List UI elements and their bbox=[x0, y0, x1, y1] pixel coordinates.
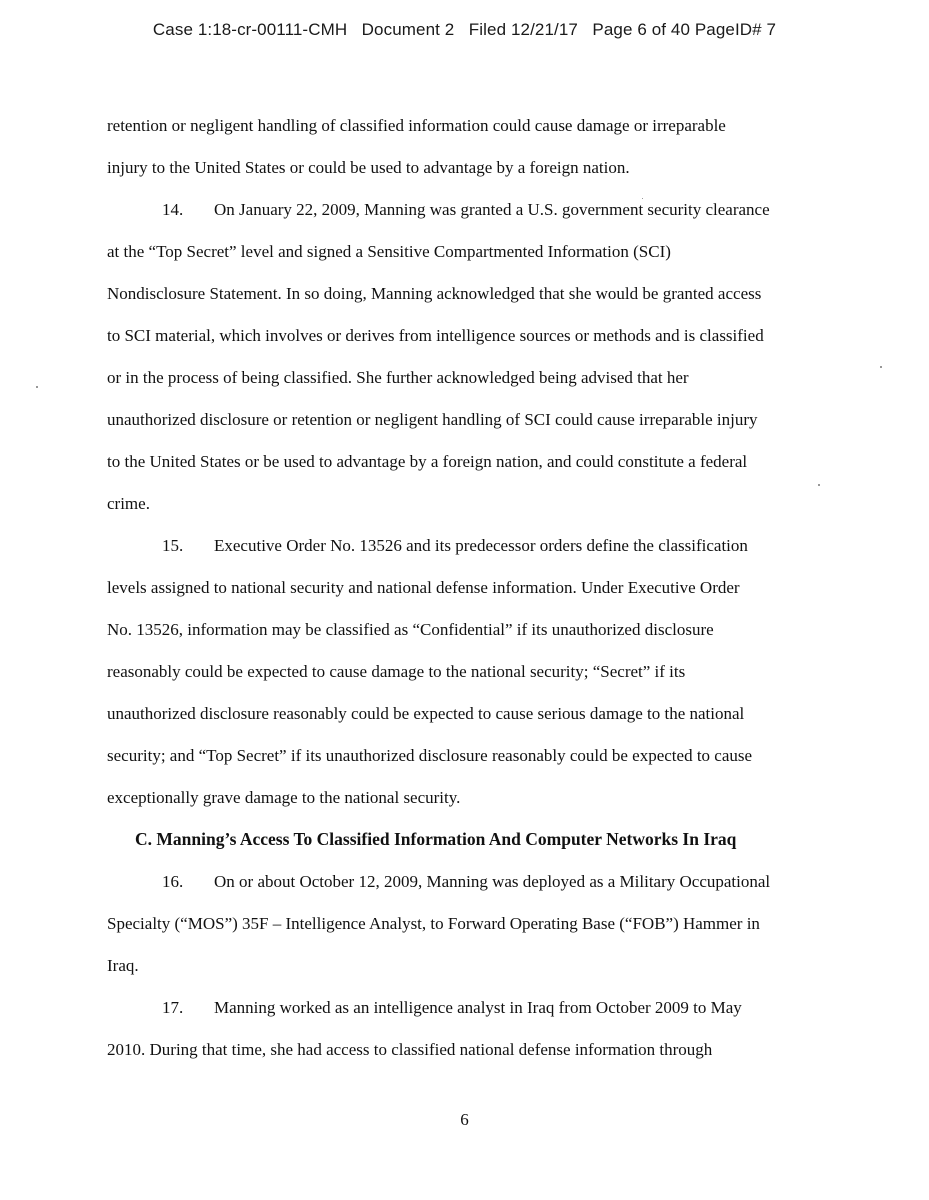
text-line: injury to the United States or could be used to advantage by a foreign nation. bbox=[107, 158, 630, 177]
paragraph-number: 17. bbox=[162, 998, 184, 1017]
text-line: Executive Order No. 13526 and its predecessor orders define the classification bbox=[214, 536, 748, 555]
text-line: to the United States or be used to advantage by a foreign nation, and could constitute a federal bbox=[107, 452, 748, 471]
text-line: On January 22, 2009, Manning was granted a U.S. government security clearance bbox=[214, 200, 770, 219]
case-header: Case 1:18-cr-00111-CMH Document 2 Filed 12/21/17 Page 6 of 40 PageID# 7 bbox=[152, 20, 777, 39]
paragraph-17-first-line bbox=[107, 998, 742, 1018]
scan-speck bbox=[36, 386, 38, 388]
text-line: or in the process of being classified. She further acknowledged being advised that her bbox=[107, 368, 689, 387]
text-line: security; and “Top Secret” if its unauthorized disclosure reasonably could be expected to cause bbox=[107, 746, 753, 765]
text-line: to SCI material, which involves or derives from intelligence sources or methods and is classified bbox=[107, 326, 764, 345]
text-line: at the “Top Secret” level and signed a Sensitive Compartmented Information (SCI) bbox=[107, 242, 671, 261]
text-line: Iraq. bbox=[107, 956, 139, 975]
paragraph-number: 16. bbox=[162, 872, 184, 891]
text-line: On or about October 12, 2009, Manning was deployed as a Military Occupational bbox=[214, 872, 771, 891]
text-line: Manning worked as an intelligence analyst in Iraq from October 2009 to May bbox=[214, 998, 742, 1017]
text-line: crime. bbox=[107, 494, 150, 513]
paragraph-number: 14. bbox=[162, 200, 184, 219]
page-number: 6 bbox=[460, 1110, 469, 1129]
text-line: unauthorized disclosure or retention or negligent handling of SCI could cause irreparable injury bbox=[107, 410, 758, 429]
text-line: levels assigned to national security and national defense information. Under Executive Order bbox=[107, 578, 740, 597]
section-heading: C. Manning’s Access To Classified Information And Computer Networks In Iraq bbox=[135, 829, 737, 849]
scan-speck bbox=[880, 366, 882, 368]
text-line: Specialty (“MOS”) 35F – Intelligence Analyst, to Forward Operating Base (“FOB”) Hammer in bbox=[107, 914, 760, 933]
paragraph-16-first-line bbox=[107, 872, 770, 892]
text-line: exceptionally grave damage to the national security. bbox=[107, 788, 461, 807]
scan-speck bbox=[642, 198, 643, 199]
text-line: unauthorized disclosure reasonably could be expected to cause serious damage to the national bbox=[107, 704, 745, 723]
paragraph-number: 15. bbox=[162, 536, 184, 555]
text-line: retention or negligent handling of classified information could cause damage or irreparable bbox=[107, 116, 726, 135]
paragraph-14-first-line bbox=[107, 200, 770, 220]
scan-speck bbox=[818, 484, 820, 486]
text-line: reasonably could be expected to cause damage to the national security; “Secret” if its bbox=[107, 662, 686, 681]
text-line: 2010. During that time, she had access to classified national defense information through bbox=[107, 1040, 713, 1059]
text-line: Nondisclosure Statement. In so doing, Manning acknowledged that she would be granted access bbox=[107, 284, 762, 303]
text-line: No. 13526, information may be classified as “Confidential” if its unauthorized disclosure bbox=[107, 620, 714, 639]
paragraph-15-first-line bbox=[107, 536, 748, 556]
